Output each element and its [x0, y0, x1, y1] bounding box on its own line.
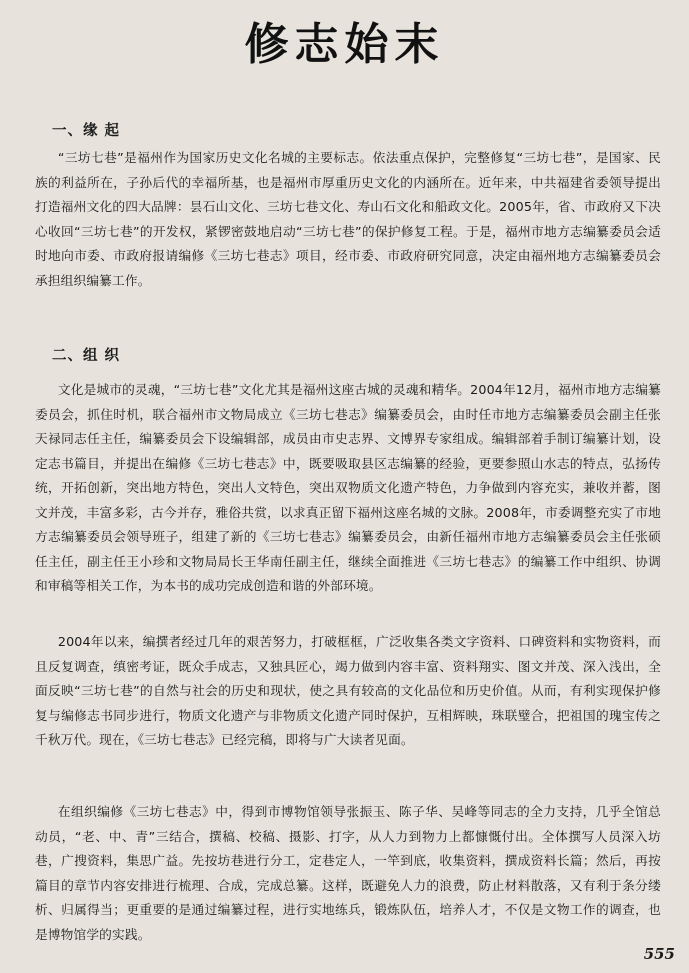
- section-heading-organization: 二、组 织: [52, 348, 121, 364]
- section-heading-origin: 一、缘 起: [52, 123, 121, 139]
- paragraph-organization-3: 在组织编修《三坊七巷志》中，得到市博物馆领导张振玉、陈子华、吴峰等同志的全力支持，几乎全馆总动员，“老、中、青”三结合，撰稿、校稿、摄影、打字，从人力到物力上都慷慨付出。全体撰写人员深入坊巷，广搜资料，集思广益。先按坊巷进行分工，定巷定人，一竿到底，收集资料，撰成资料长篇；然后，再按篇目的章节内容安排进行梳理、合成，完成总纂。这样，既避免人力的浪费，防止材料散落，又有利于条分缕析、归属得当；更重要的是通过编纂过程，进行实地练兵，锻炼队伍，培养人才，不仅是文物工作的调查，也是博物馆学的实践。: [35, 804, 661, 942]
- paragraph-organization-1: 文化是城市的灵魂，“三坊七巷”文化尤其是福州这座古城的灵魂和精华。2004年12月，福州市地方志编纂委员会，抓住时机，联合福州市文物局成立《三坊七巷志》编纂委员会，由时任市地方志编纂委员会副主任张天禄同志任主任，编纂委员会下设编辑部，成员由市史志界、文博界专家组成。编辑部着手制订编纂计划，设定志书篇目，并提出在编修《三坊七巷志》中，既要吸取县区志编纂的经验，更要参照山水志的特点，弘扬传统，开拓创新，突出地方特色，突出人文特色，突出双物质文化遗产特色，力争做到内容充实，兼收并蓄，图文并茂，丰富多彩，古今并存，雅俗共赏，以求真正留下福州这座名城的文脉。2008年，市委调整充实了市地方志编纂委员会领导班子，组建了新的《三坊七巷志》编纂委员会，由新任福州市地方志编纂委员会主任张硕任主任，副主任王小珍和文物局局长王华南任副主任，继续全面推进《三坊七巷志》的编纂工作中组织、协调和审稿等相关工作，为本书的成功完成创造和谐的外部环境。: [35, 382, 661, 593]
- page-title: 修志始末: [244, 19, 445, 70]
- paragraph-origin: “三坊七巷”是福州作为国家历史文化名城的主要标志。依法重点保护，完整修复“三坊七巷”，是国家、民族的利益所在，子孙后代的幸福所基，也是福州市厚重历史文化的内涵所在。近年来，中共福建省委领导提出打造福州文化的四大品牌：昙石山文化、三坊七巷文化、寿山石文化和船政文化。2005年，省、市政府又下决心收回“三坊七巷”的开发权，紧锣密鼓地启动“三坊七巷”的保护修复工程。于是，福州市地方志编纂委员会适时地向市委、市政府报请编修《三坊七巷志》项目，经市委、市政府研究同意，决定由福州地方志编纂委员会承担组织编纂工作。: [35, 150, 661, 288]
- paragraph-organization-2: 2004年以来，编撰者经过几年的艰苦努力，打破框框，广泛收集各类文字资料、口碑资料和实物资料，而且反复调查，缜密考证，既众手成志，又独具匠心，竭力做到内容丰富、资料翔实、图文并茂、深入浅出，全面反映“三坊七巷”的自然与社会的历史和现状，使之具有较高的文化品位和历史价值。从而，有利实现保护修复与编修志书同步进行，物质文化遗产与非物质文化遗产同时保护，互相辉映，珠联璧合，把祖国的瑰宝传之千秋万代。现在，《三坊七巷志》已经完稿，即将与广大读者见面。: [35, 634, 661, 747]
- page-number: 555: [643, 945, 675, 963]
